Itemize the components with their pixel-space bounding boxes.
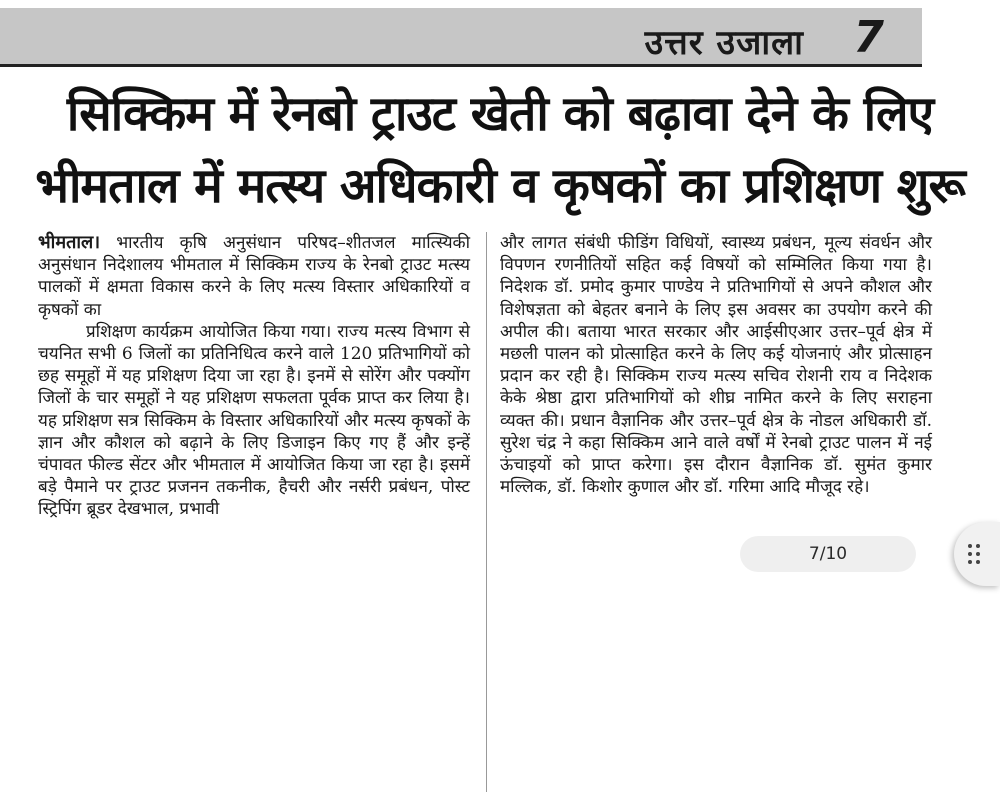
article-paragraph <box>38 232 470 321</box>
masthead <box>0 8 922 67</box>
column-divider <box>486 232 487 792</box>
headline-line-1: सिक्किम में रेनबो ट्राउट खेती को बढ़ावा देने के लिए <box>66 86 934 142</box>
dateline: भीमताल। <box>38 232 101 253</box>
article-column-right <box>500 232 932 498</box>
drag-handle-dots-icon <box>968 544 984 564</box>
page-indicator: 7/10 <box>740 536 916 572</box>
article-paragraph: और लागत संबंधी फीडिंग विधियों, स्वास्थ्य प्रबंधन, मूल्य संवर्धन और विपणन रणनीतियों सहित कई विषयों को सम्मिलित किया गया है। निदेशक डॉ. प्रमोद कुमार पाण्डेय ने प्रतिभागियों से अपने कौशल और विशेषज्ञता को बेहतर बनाने के लिए इस अवसर का उपयोग करने की अपील की। बताया भारत सरकार और आईसीएआर उत्तर–पूर्व क्षेत्र में मछली पालन को प्रोत्साहित करने के लिए कई योजनाएं और प्रोत्साहन प्रदान कर रही है। सिक्किम राज्य मत्स्य सचिव रोशनी राय व निदेशक केके श्रेष्ठा द्वारा प्रतिभागियों को शीघ्र नामित करने के लिए सराहना व्यक्त की। प्रधान वैज्ञानिक और उत्तर–पूर्व क्षेत्र के नोडल अधिकारी डॉ. सुरेश चंद्र ने कहा सिक्किम आने वाले वर्षों में रेनबो ट्राउट पालन में नई ऊंचाइयों को प्राप्त करेगा। इस दौरान वैज्ञानिक डॉ. सुमंत कुमार मल्लिक, डॉ. किशोर कुणाल और डॉ. गरिमा आदि मौजूद रहे। <box>500 233 932 498</box>
newspaper-name: उत्तर उजाला <box>644 23 804 63</box>
article-column-left <box>38 232 470 521</box>
page-number: 7 <box>853 12 884 63</box>
article-text: भारतीय कृषि अनुसंधान परिषद–शीतजल मात्स्यिकी अनुसंधान निदेशालय भीमताल में सिक्किम राज्य के रेनबो ट्राउट मत्स्य पालकों में क्षमता विकास करने के लिए मत्स्य विस्तार अधिकारियों व कृषकों का <box>38 233 471 320</box>
viewer-menu-button[interactable] <box>954 522 1000 586</box>
article-paragraph: प्रशिक्षण कार्यक्रम आयोजित किया गया। राज्य मत्स्य विभाग से चयनित सभी 6 जिलों का प्रतिनिधित्व करने वाले 120 प्रतिभागियों को छह समूहों में यह प्रशिक्षण दिया जा रहा है। इनमें से सोरेंग और पक्योंग जिलों के चार समूहों ने यह प्रशिक्षण सफलता पूर्वक प्राप्त कर लिया है। यह प्रशिक्षण सत्र सिक्किम के विस्तार अधिकारियों और मत्स्य कृषकों के ज्ञान और कौशल को बढ़ाने के लिए डिजाइन किए गए हैं और इन्हें चंपावत फील्ड सेंटर और भीमताल में आयोजित किया जा रहा है। इसमें बड़े पैमाने पर ट्राउट प्रजनन तकनीक, हैचरी और नर्सरी प्रबंधन, पोस्ट स्ट्रिपिंग ब्रूडर देखभाल, प्रभावी <box>38 321 471 520</box>
headline-line-2: भीमताल में मत्स्य अधिकारी व कृषकों का प्रशिक्षण शुरू <box>35 158 965 214</box>
